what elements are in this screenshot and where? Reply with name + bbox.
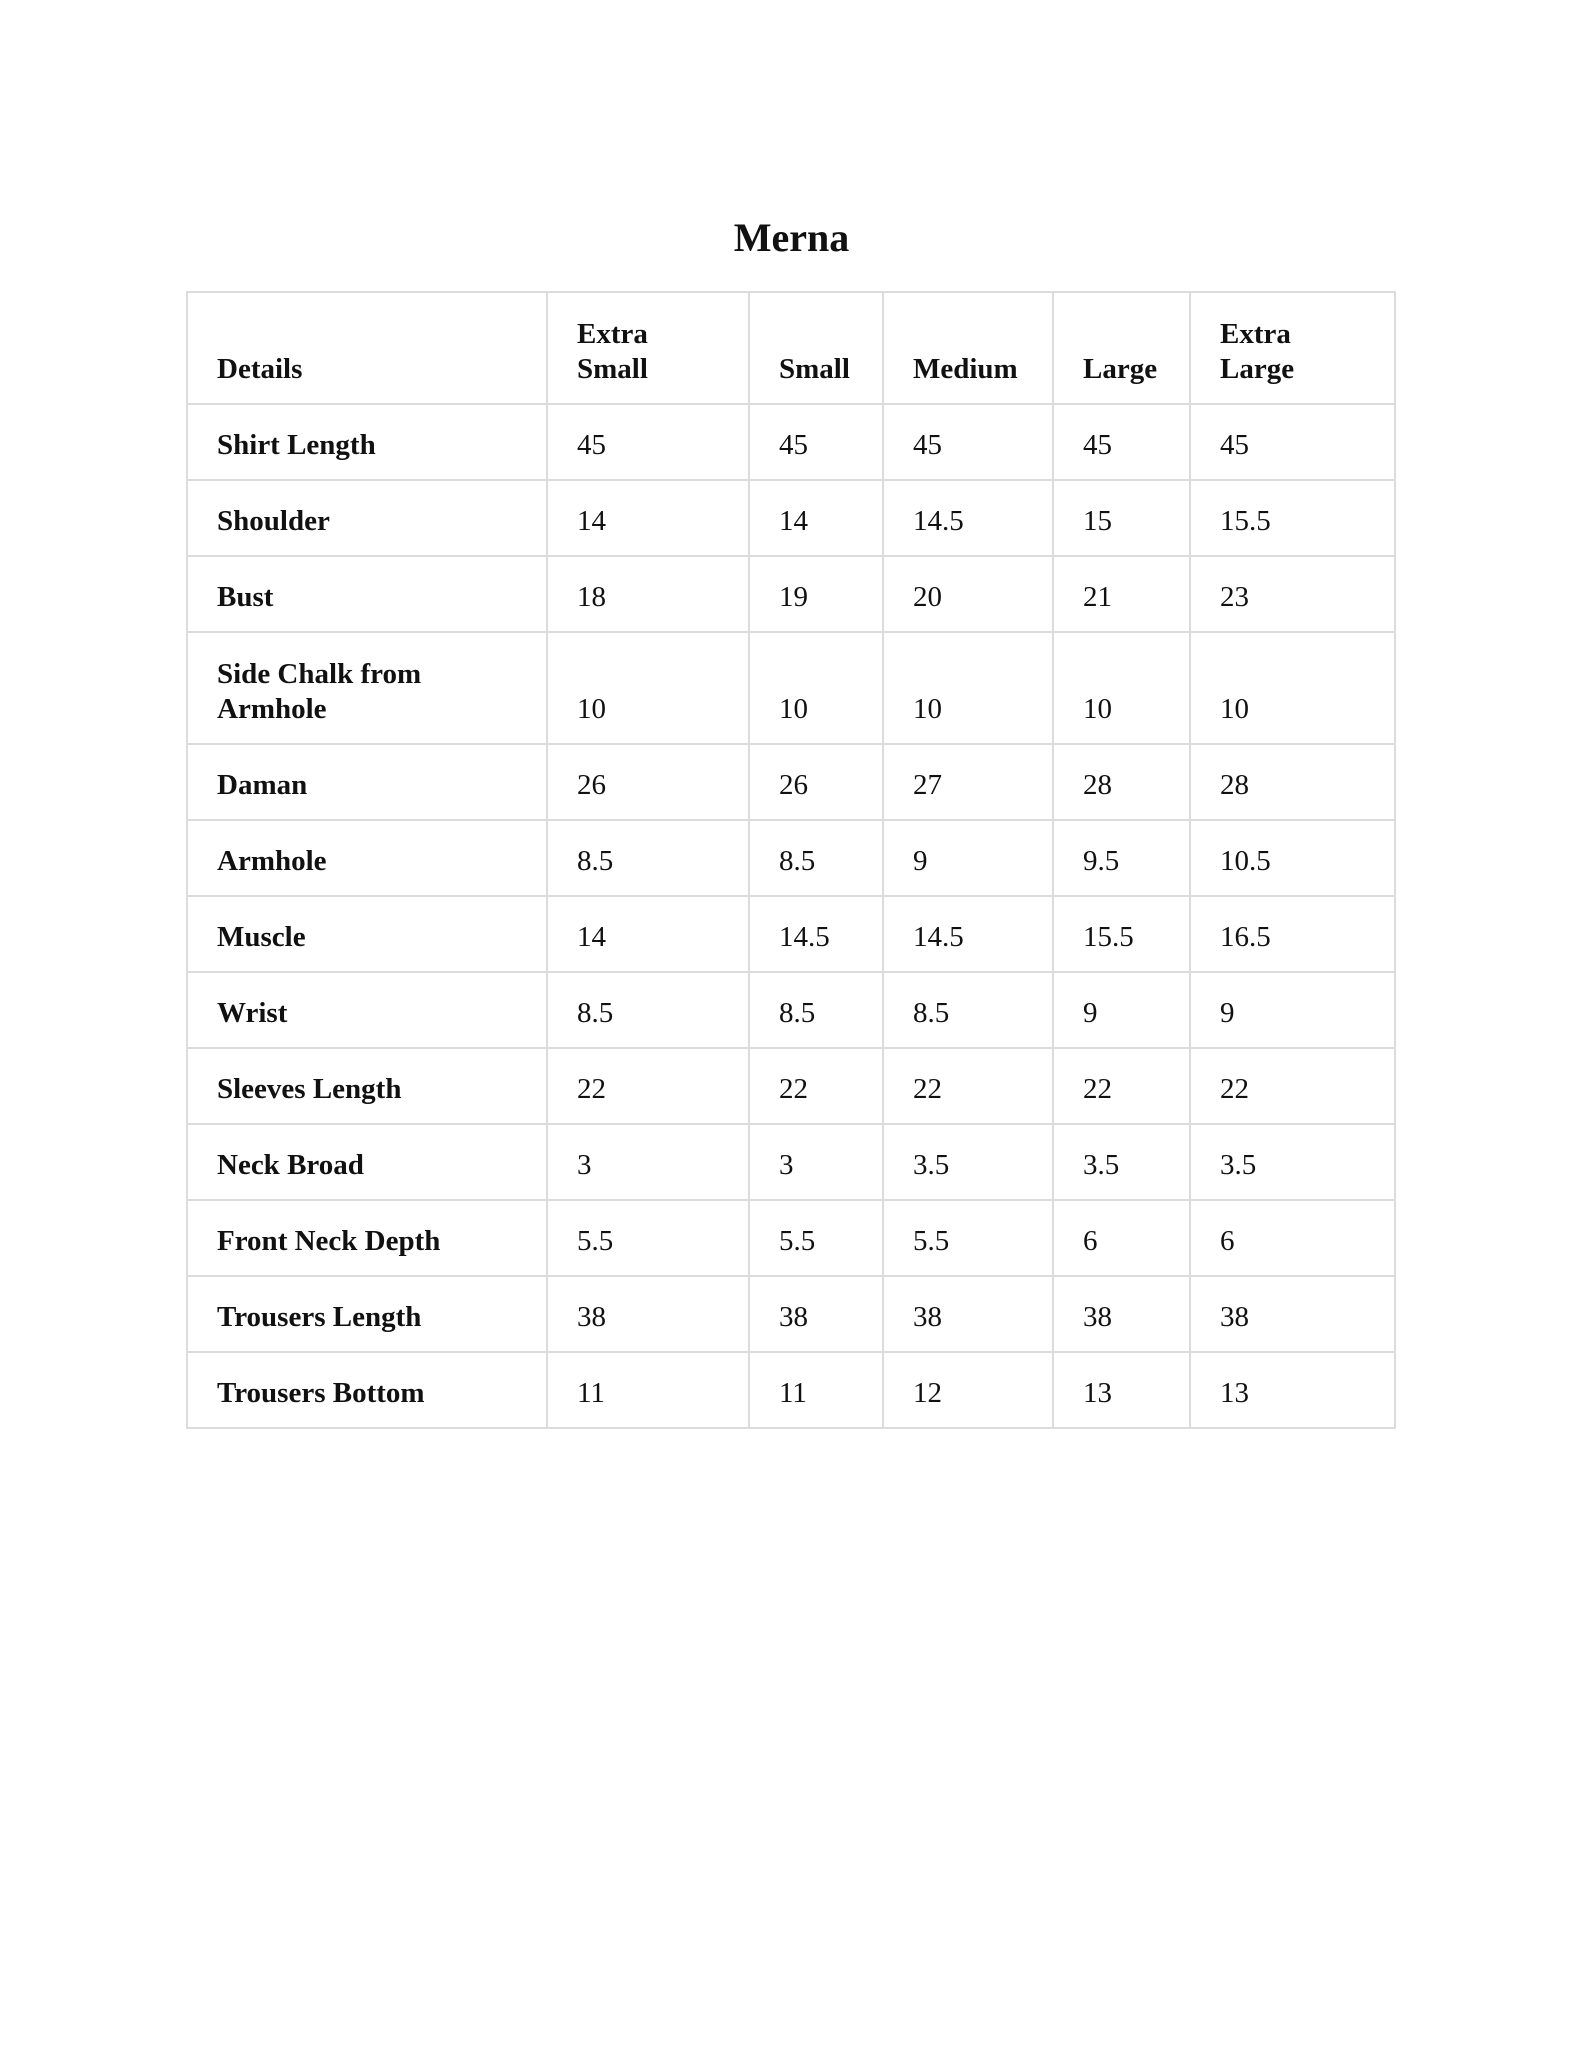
table-row [187, 404, 1395, 480]
table-cell: 9 [1053, 972, 1190, 1048]
table-cell: 8.5 [749, 972, 883, 1048]
table-cell: 10 [749, 632, 883, 744]
table-cell: 26 [547, 744, 749, 820]
table-cell: 3.5 [883, 1124, 1053, 1200]
table-header-row [187, 292, 1395, 404]
column-header-large: Large [1053, 292, 1190, 404]
table-row [187, 1048, 1395, 1124]
table-cell: 8.5 [547, 972, 749, 1048]
table-row [187, 972, 1395, 1048]
table-cell: 38 [1190, 1276, 1395, 1352]
row-label: Muscle [187, 896, 547, 972]
table-cell: 38 [749, 1276, 883, 1352]
table-cell: 14.5 [749, 896, 883, 972]
table-cell: 3.5 [1053, 1124, 1190, 1200]
table-cell: 8.5 [749, 820, 883, 896]
table-cell: 45 [749, 404, 883, 480]
table-cell: 9 [883, 820, 1053, 896]
table-cell: 18 [547, 556, 749, 632]
table-row [187, 1352, 1395, 1428]
table-cell: 15.5 [1053, 896, 1190, 972]
table-cell: 5.5 [883, 1200, 1053, 1276]
row-label: Trousers Bottom [187, 1352, 547, 1428]
table-cell: 26 [749, 744, 883, 820]
table-cell: 10 [883, 632, 1053, 744]
page-title: Merna [733, 215, 850, 260]
row-label: Daman [187, 744, 547, 820]
table-cell: 15 [1053, 480, 1190, 556]
table-cell: 28 [1053, 744, 1190, 820]
table-cell: 22 [547, 1048, 749, 1124]
table-cell: 38 [547, 1276, 749, 1352]
table-cell: 14 [547, 480, 749, 556]
table-cell: 6 [1190, 1200, 1395, 1276]
table-cell: 8.5 [547, 820, 749, 896]
table-cell: 5.5 [547, 1200, 749, 1276]
table-cell: 45 [883, 404, 1053, 480]
column-header-medium: Medium [883, 292, 1053, 404]
table-cell: 38 [1053, 1276, 1190, 1352]
table-cell: 9 [1190, 972, 1395, 1048]
table-cell: 10.5 [1190, 820, 1395, 896]
table-cell: 20 [883, 556, 1053, 632]
table-cell: 22 [1190, 1048, 1395, 1124]
row-label: Trousers Length [187, 1276, 547, 1352]
table-cell: 15.5 [1190, 480, 1395, 556]
table-cell: 14 [749, 480, 883, 556]
table-cell: 28 [1190, 744, 1395, 820]
table-row [187, 480, 1395, 556]
table-cell: 16.5 [1190, 896, 1395, 972]
table-cell: 9.5 [1053, 820, 1190, 896]
table-cell: 14.5 [883, 896, 1053, 972]
table-cell: 12 [883, 1352, 1053, 1428]
table-cell: 6 [1053, 1200, 1190, 1276]
column-header-extra-large: Extra Large [1190, 292, 1395, 404]
table-cell: 27 [883, 744, 1053, 820]
row-label: Front Neck Depth [187, 1200, 547, 1276]
row-label: Bust [187, 556, 547, 632]
table-row [187, 820, 1395, 896]
table-cell: 13 [1053, 1352, 1190, 1428]
table-cell: 10 [547, 632, 749, 744]
table-cell: 3 [749, 1124, 883, 1200]
table-row [187, 1200, 1395, 1276]
table-row [187, 1124, 1395, 1200]
table-cell: 22 [1053, 1048, 1190, 1124]
table-cell: 21 [1053, 556, 1190, 632]
table-cell: 45 [1190, 404, 1395, 480]
table-cell: 19 [749, 556, 883, 632]
table-cell: 38 [883, 1276, 1053, 1352]
table-cell: 11 [547, 1352, 749, 1428]
table-cell: 3.5 [1190, 1124, 1395, 1200]
size-chart-table [186, 291, 1396, 1429]
table-cell: 23 [1190, 556, 1395, 632]
row-label: Armhole [187, 820, 547, 896]
table-cell: 14.5 [883, 480, 1053, 556]
table-cell: 8.5 [883, 972, 1053, 1048]
table-cell: 10 [1053, 632, 1190, 744]
table-row [187, 896, 1395, 972]
table-row [187, 744, 1395, 820]
table-cell: 13 [1190, 1352, 1395, 1428]
table-cell: 11 [749, 1352, 883, 1428]
column-header-small: Small [749, 292, 883, 404]
table-cell: 22 [883, 1048, 1053, 1124]
table-cell: 10 [1190, 632, 1395, 744]
table-cell: 45 [547, 404, 749, 480]
table-cell: 3 [547, 1124, 749, 1200]
table-cell: 45 [1053, 404, 1190, 480]
row-label: Shoulder [187, 480, 547, 556]
row-label: Neck Broad [187, 1124, 547, 1200]
table-row [187, 556, 1395, 632]
table-row [187, 632, 1395, 744]
table-cell: 22 [749, 1048, 883, 1124]
column-header-extra-small: Extra Small [547, 292, 749, 404]
table-cell: 5.5 [749, 1200, 883, 1276]
row-label: Wrist [187, 972, 547, 1048]
column-header-details: Details [187, 292, 547, 404]
row-label: Shirt Length [187, 404, 547, 480]
row-label: Sleeves Length [187, 1048, 547, 1124]
table-cell: 14 [547, 896, 749, 972]
table-row [187, 1276, 1395, 1352]
row-label: Side Chalk from Armhole [187, 632, 547, 744]
